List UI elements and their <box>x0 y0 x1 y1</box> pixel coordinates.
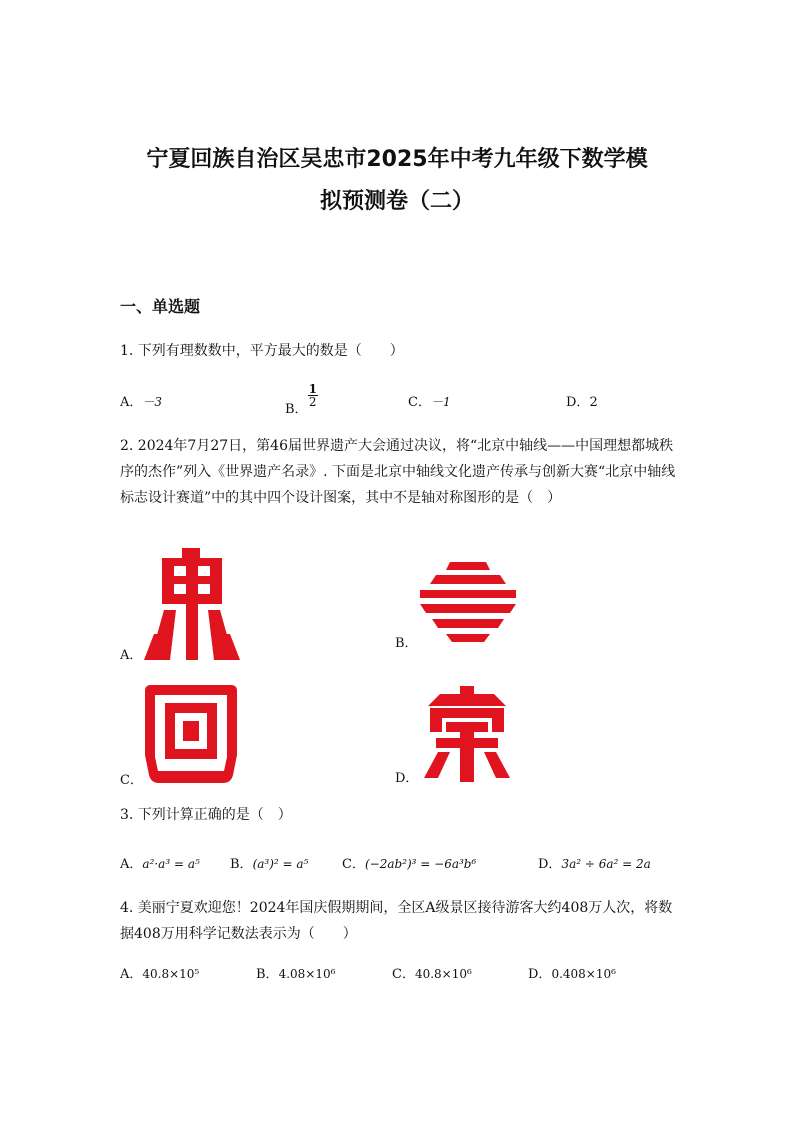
q2-option-d-label: D． <box>395 771 419 786</box>
q4-option-b: B．4.08×10⁶ <box>256 967 336 982</box>
q3-option-a: A．a²·a³ = a⁵ <box>120 857 200 872</box>
fraction-one-half: $\frac{1}{2}$ <box>308 382 317 409</box>
q4-option-d: D．0.408×10⁶ <box>528 967 616 982</box>
q4-option-a: A．40.8×10⁵ <box>120 967 200 982</box>
q3-option-b: B．(a³)² = a⁵ <box>230 857 309 872</box>
logo-a-image <box>144 548 240 660</box>
q1-option-d: D．2 <box>566 395 598 410</box>
q3-option-c: C．(−2ab²)³ = −6a³b⁶ <box>342 857 477 872</box>
question-3-stem: 3. 下列计算正确的是（ ） <box>120 807 292 823</box>
logo-d-image <box>420 686 514 782</box>
q4-option-c: C．40.8×10⁶ <box>392 967 472 982</box>
section-heading: 一、单选题 <box>120 297 201 316</box>
q2-option-a-label: A． <box>120 648 143 663</box>
q1-option-b: B． $\frac{1}{2}$ <box>285 382 317 417</box>
question-2-stem: 2. 2024年7月27日，第46届世界遗产大会通过决议，将“北京中轴线——中国理想都城秩序的杰作”列入《世界遗产名录》. 下面是北京中轴线文化遗产传承与创新大赛“北京中轴线标志设计赛道”中的其中四个设计图案，其中不是轴对称图形的是（ ） <box>120 438 676 506</box>
question-1-stem: 1. 下列有理数数中，平方最大的数是（ ） <box>120 343 404 359</box>
q2-option-b-label: B． <box>395 636 418 651</box>
page-title-line2: 拟预测卷（二） <box>319 189 474 214</box>
question-4-stem: 4. 美丽宁夏欢迎您！2024年国庆假期期间，全区A级景区接待游客大约408万人次，将数据408万用科学记数法表示为（ ） <box>120 900 673 942</box>
q2-option-c-label: C． <box>120 773 143 788</box>
q1-option-c: C．－1 <box>408 395 451 410</box>
logo-c-image <box>145 685 237 783</box>
q1-option-a: A．－3 <box>120 395 163 410</box>
q3-option-d: D．3a² ÷ 6a² = 2a <box>538 857 651 872</box>
logo-b-image <box>418 562 518 646</box>
page-title-line1: 宁夏回族自治区吴忠市2025年中考九年级下数学模 <box>146 147 648 172</box>
